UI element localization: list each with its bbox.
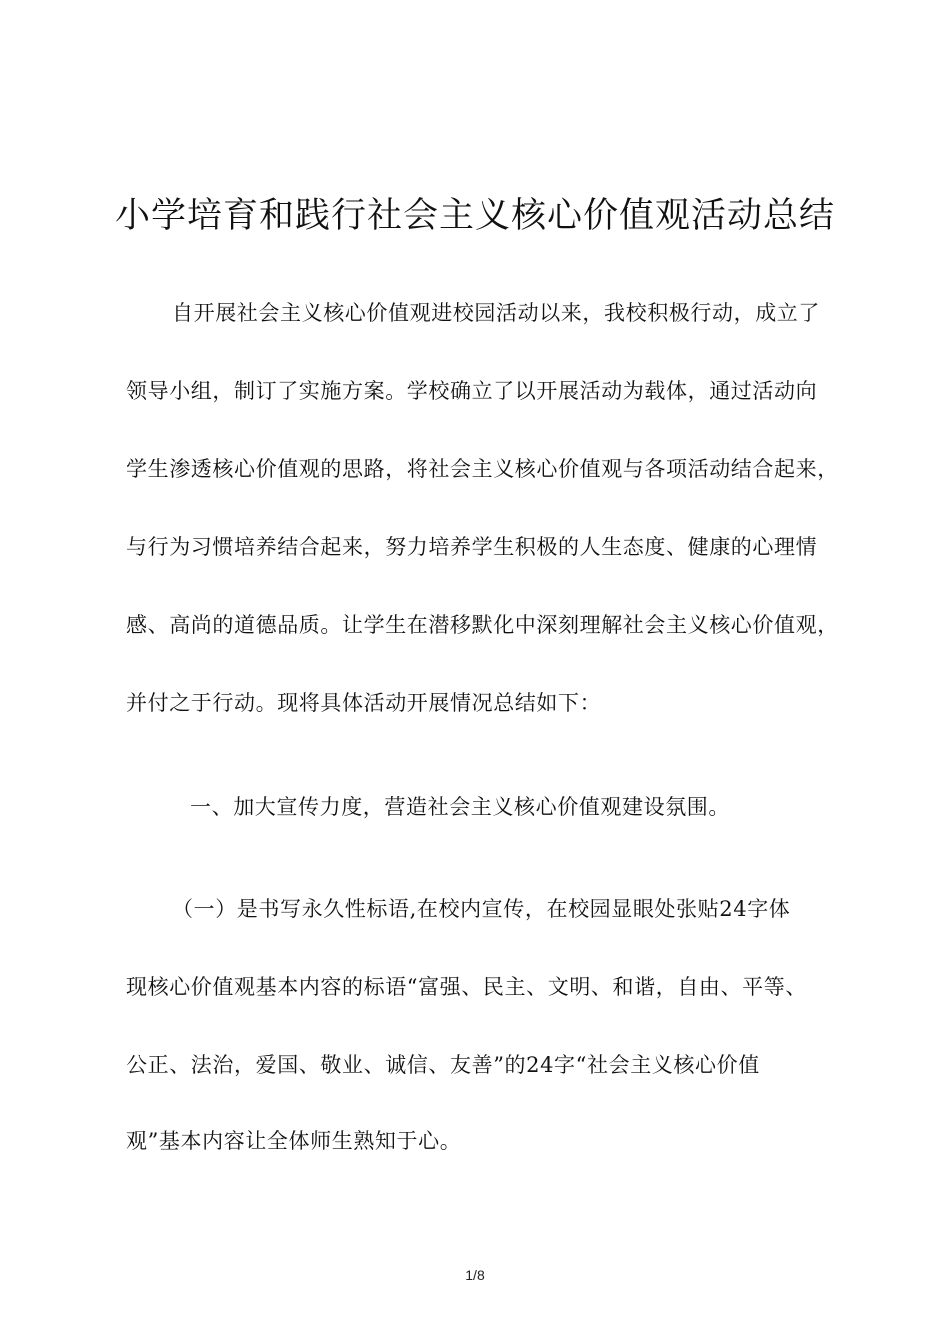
paragraph-line: 学生渗透核心价值观的思路，将社会主义核心价值观与各项活动结合起来， — [126, 457, 839, 481]
paragraph-line: 并付之于行动。现将具体活动开展情况总结如下： — [126, 691, 602, 715]
paragraph-line: 公正、法治，爱国、敬业、诚信、友善”的24字“社会主义核心价值 — [126, 1053, 760, 1077]
paragraph-line: 现核心价值观基本内容的标语“富强、民主、文明、和谐，自由、平等、 — [126, 975, 807, 999]
paragraph-line: （一）是书写永久性标语,在校内宣传，在校园显眼处张贴24字体 — [172, 897, 791, 921]
paragraph-line: 与行为习惯培养结合起来，努力培养学生积极的人生态度、健康的心理情 — [126, 535, 818, 559]
page-number: 1/8 — [465, 1267, 485, 1283]
paragraph-line: 感、高尚的道德品质。让学生在潜移默化中深刻理解社会主义核心价值观， — [126, 613, 839, 637]
paragraph-line: 观”基本内容让全体师生熟知于心。 — [126, 1129, 462, 1153]
section-heading: 一、加大宣传力度，营造社会主义核心价值观建设氛围。 — [190, 795, 730, 819]
document-title: 小学培育和践行社会主义核心价值观活动总结 — [114, 196, 835, 236]
paragraph-line: 领导小组，制订了实施方案。学校确立了以开展活动为载体，通过活动向 — [126, 379, 818, 403]
paragraph-line: 自开展社会主义核心价值观进校园活动以来，我校积极行动，成立了 — [172, 301, 820, 325]
